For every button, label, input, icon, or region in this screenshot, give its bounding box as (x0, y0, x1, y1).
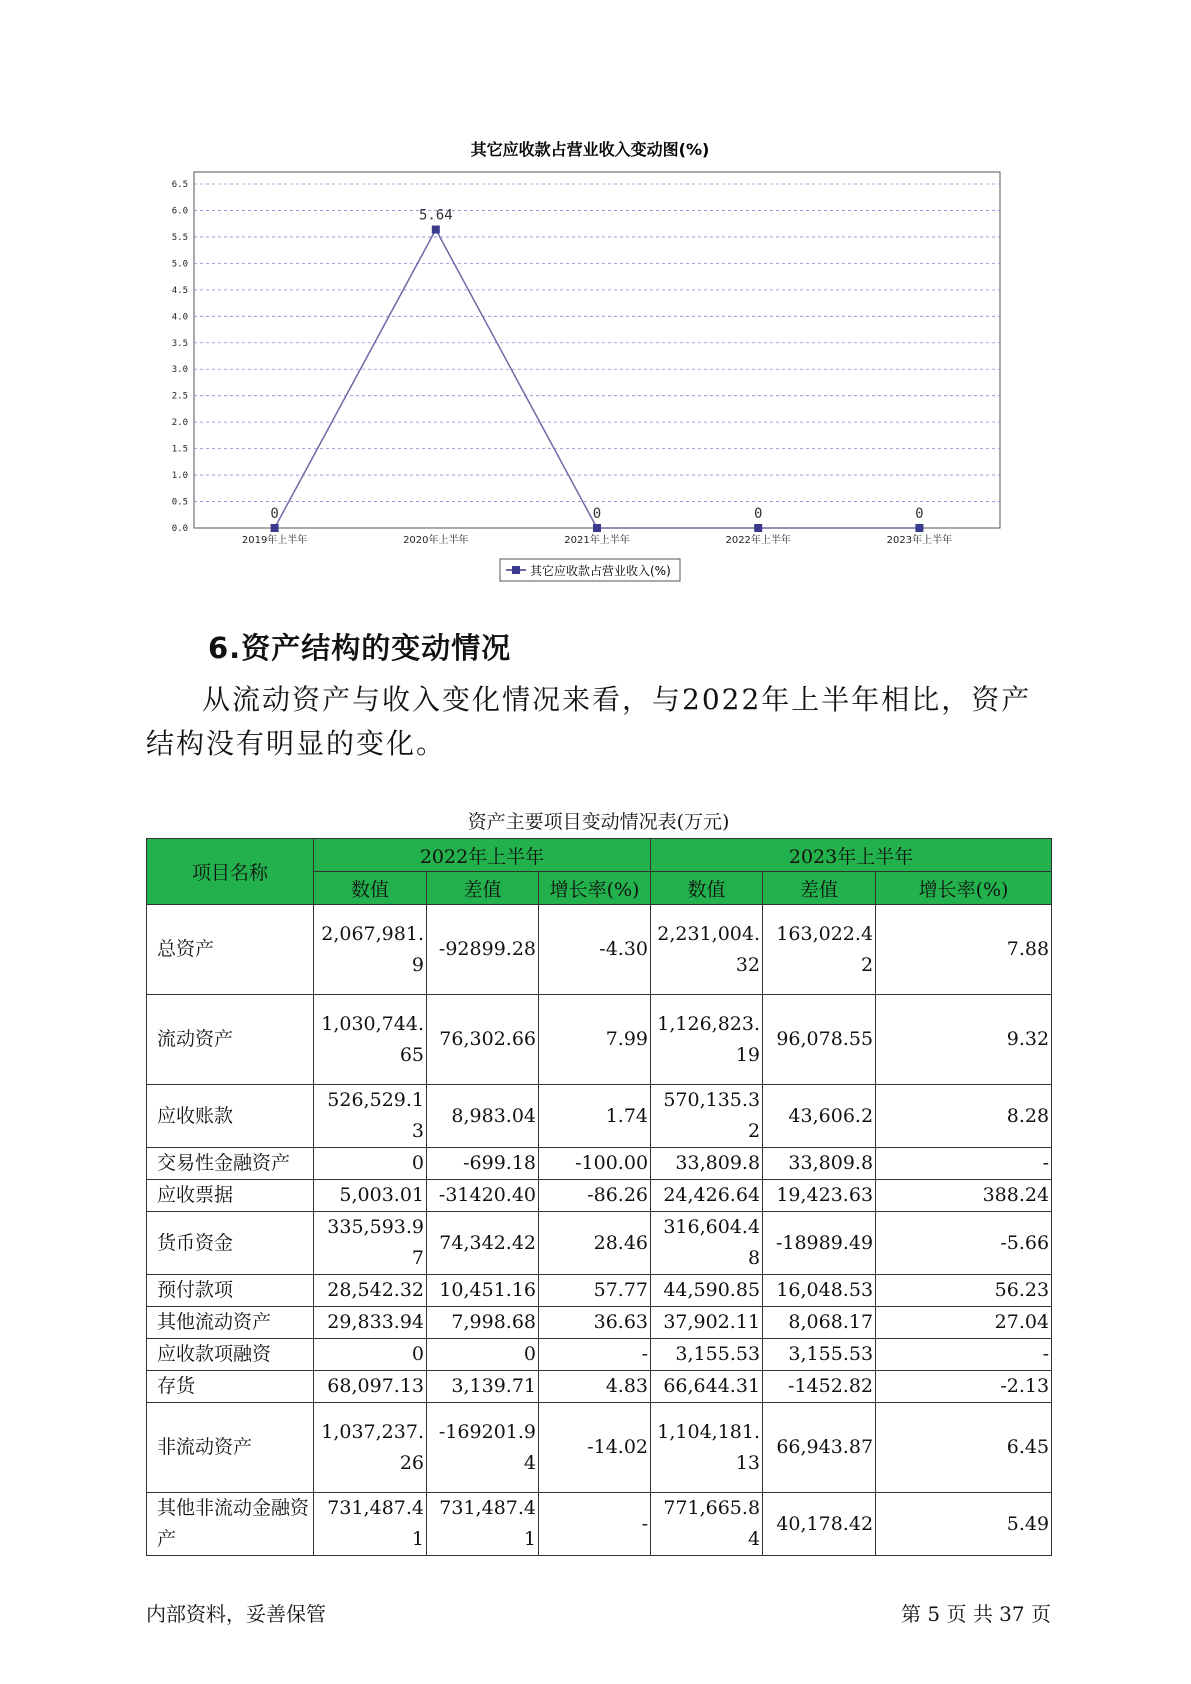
chart-title: 其它应收款占营业收入变动图(%) (470, 140, 710, 159)
data-label: 0 (915, 506, 924, 522)
cell-row-name: 总资产 (147, 905, 314, 995)
cell-rate-2022: -14.02 (539, 1403, 651, 1493)
x-tick-label: 2022年上半年 (725, 535, 791, 546)
cell-value-2022: 1,037,237.26 (314, 1403, 427, 1493)
cell-row-name: 交易性金融资产 (147, 1148, 314, 1180)
cell-diff-2022: 0 (427, 1339, 539, 1371)
cell-value-2023: 37,902.11 (651, 1307, 763, 1339)
y-tick-label: 3.0 (171, 365, 188, 376)
cell-value-2022: 2,067,981.9 (314, 905, 427, 995)
cell-diff-2022: 7,998.68 (427, 1307, 539, 1339)
cell-row-name: 其他非流动金融资产 (147, 1493, 314, 1556)
cell-value-2022: 0 (314, 1148, 427, 1180)
table-row (147, 905, 1052, 995)
cell-rate-2022: 36.63 (539, 1307, 651, 1339)
cell-diff-2022: 8,983.04 (427, 1085, 539, 1148)
cell-diff-2022: 3,139.71 (427, 1371, 539, 1403)
y-tick-label: 4.0 (171, 312, 188, 323)
cell-row-name: 应收款项融资 (147, 1339, 314, 1371)
cell-row-name: 预付款项 (147, 1275, 314, 1307)
cell-value-2022: 28,542.32 (314, 1275, 427, 1307)
table-row (147, 1403, 1052, 1493)
header-period-2023: 2023年上半年 (651, 839, 1052, 872)
data-label: 0 (753, 506, 763, 522)
legend-label: 其它应收款占营业收入(%) (530, 564, 671, 578)
cell-rate-2022: -86.26 (539, 1180, 651, 1212)
cell-diff-2022: 10,451.16 (427, 1275, 539, 1307)
header-period-2022: 2022年上半年 (314, 839, 651, 872)
plot-area (194, 172, 1000, 528)
cell-diff-2022: 74,342.42 (427, 1212, 539, 1275)
data-point (915, 524, 923, 532)
y-tick-label: 6.5 (171, 180, 188, 190)
cell-value-2022: 0 (314, 1339, 427, 1371)
x-tick-label: 2021年上半年 (564, 535, 630, 546)
cell-value-2023: 570,135.32 (651, 1085, 763, 1148)
table-caption: 资产主要项目变动情况表(万元) (467, 811, 730, 833)
cell-value-2023: 24,426.64 (651, 1180, 763, 1212)
table-row (147, 1275, 1052, 1307)
cell-value-2023: 3,155.53 (651, 1339, 763, 1371)
header-value-2023: 数值 (651, 872, 763, 905)
cell-rate-2023: 8.28 (876, 1085, 1052, 1148)
cell-rate-2022: 1.74 (539, 1085, 651, 1148)
cell-diff-2023: 19,423.63 (763, 1180, 876, 1212)
y-tick-label: 5.5 (171, 232, 188, 243)
cell-value-2023: 2,231,004.32 (651, 905, 763, 995)
asset-table (146, 838, 1052, 1556)
data-label: 0 (592, 506, 602, 522)
x-tick-label: 2023年上半年 (886, 535, 953, 546)
data-point (754, 524, 762, 532)
cell-rate-2022: -4.30 (539, 905, 651, 995)
header-diff-2022: 差值 (427, 872, 539, 905)
data-point (271, 524, 279, 532)
cell-value-2023: 1,104,181.13 (651, 1403, 763, 1493)
table-row (147, 1493, 1052, 1556)
page-number: 第 5 页 共 37 页 (901, 1602, 1051, 1626)
y-tick-label: 1.5 (171, 444, 188, 455)
cell-rate-2022: 57.77 (539, 1275, 651, 1307)
cell-diff-2022: -169201.94 (427, 1403, 539, 1493)
x-tick-label: 2019年上半年 (241, 535, 308, 546)
cell-value-2022: 29,833.94 (314, 1307, 427, 1339)
cell-row-name: 货币资金 (147, 1212, 314, 1275)
y-axis-ticks (172, 180, 188, 534)
cell-diff-2022: 731,487.41 (427, 1493, 539, 1556)
cell-value-2022: 731,487.41 (314, 1493, 427, 1556)
table-row (147, 1371, 1052, 1403)
section-paragraph: 从流动资产与收入变化情况来看，与2022年上半年相比，资产结构没有明显的变化。 (146, 683, 1032, 760)
cell-rate-2022: - (539, 1493, 651, 1556)
cell-value-2023: 33,809.8 (651, 1148, 763, 1180)
header-diff-2023: 差值 (763, 872, 876, 905)
section-title: 6.资产结构的变动情况 (208, 631, 512, 665)
legend (500, 559, 680, 581)
data-label: 0 (270, 506, 279, 522)
cell-rate-2022: 28.46 (539, 1212, 651, 1275)
cell-diff-2023: 163,022.42 (763, 905, 876, 995)
footer-note: 内部资料，妥善保管 (146, 1602, 326, 1626)
y-tick-label: 5.0 (171, 259, 188, 270)
cell-diff-2023: -1452.82 (763, 1371, 876, 1403)
cell-rate-2022: -100.00 (539, 1148, 651, 1180)
cell-diff-2023: 40,178.42 (763, 1493, 876, 1556)
table-row (147, 1085, 1052, 1148)
cell-rate-2023: -5.66 (876, 1212, 1052, 1275)
header-item-name: 项目名称 (147, 839, 314, 905)
cell-diff-2023: 96,078.55 (763, 995, 876, 1085)
table-row (147, 995, 1052, 1085)
cell-value-2023: 66,644.31 (651, 1371, 763, 1403)
cell-diff-2023: 3,155.53 (763, 1339, 876, 1371)
cell-row-name: 非流动资产 (147, 1403, 314, 1493)
x-axis-ticks (242, 533, 952, 546)
cell-value-2022: 68,097.13 (314, 1371, 427, 1403)
y-tick-label: 0.5 (171, 497, 188, 508)
cell-rate-2023: 6.45 (876, 1403, 1052, 1493)
data-point (593, 524, 601, 532)
cell-row-name: 其他流动资产 (147, 1307, 314, 1339)
cell-value-2023: 44,590.85 (651, 1275, 763, 1307)
cell-value-2023: 771,665.84 (651, 1493, 763, 1556)
header-rate-2023: 增长率(%) (876, 872, 1052, 905)
y-tick-label: 1.0 (171, 471, 188, 482)
y-tick-label: 6.0 (171, 206, 188, 217)
cell-value-2022: 526,529.13 (314, 1085, 427, 1148)
header-rate-2022: 增长率(%) (539, 872, 651, 905)
data-label: 5.64 (418, 207, 453, 224)
cell-rate-2023: 9.32 (876, 995, 1052, 1085)
table-row (147, 1307, 1052, 1339)
cell-rate-2023: - (876, 1339, 1052, 1371)
cell-value-2022: 5,003.01 (314, 1180, 427, 1212)
cell-value-2022: 1,030,744.65 (314, 995, 427, 1085)
cell-row-name: 流动资产 (147, 995, 314, 1085)
cell-rate-2023: 5.49 (876, 1493, 1052, 1556)
cell-rate-2023: 7.88 (876, 905, 1052, 995)
cell-row-name: 存货 (147, 1371, 314, 1403)
cell-rate-2023: -2.13 (876, 1371, 1052, 1403)
cell-rate-2023: 27.04 (876, 1307, 1052, 1339)
cell-row-name: 应收票据 (147, 1180, 314, 1212)
table-row (147, 1148, 1052, 1180)
legend-marker (512, 566, 520, 574)
cell-value-2023: 1,126,823.19 (651, 995, 763, 1085)
cell-rate-2022: 4.83 (539, 1371, 651, 1403)
cell-diff-2023: 66,943.87 (763, 1403, 876, 1493)
cell-diff-2023: 43,606.2 (763, 1085, 876, 1148)
cell-diff-2022: -699.18 (427, 1148, 539, 1180)
cell-rate-2022: 7.99 (539, 995, 651, 1085)
cell-row-name: 应收账款 (147, 1085, 314, 1148)
y-tick-label: 4.5 (171, 285, 188, 296)
cell-rate-2022: - (539, 1339, 651, 1371)
cell-diff-2023: 16,048.53 (763, 1275, 876, 1307)
cell-diff-2022: -31420.40 (427, 1180, 539, 1212)
cell-diff-2023: 33,809.8 (763, 1148, 876, 1180)
cell-diff-2023: -18989.49 (763, 1212, 876, 1275)
y-tick-label: 3.5 (171, 338, 188, 349)
cell-rate-2023: - (876, 1148, 1052, 1180)
data-point (432, 226, 440, 234)
table-row (147, 1339, 1052, 1371)
y-tick-label: 2.0 (171, 418, 188, 429)
cell-diff-2023: 8,068.17 (763, 1307, 876, 1339)
table-row (147, 1180, 1052, 1212)
cell-value-2023: 316,604.48 (651, 1212, 763, 1275)
cell-value-2022: 335,593.97 (314, 1212, 427, 1275)
y-tick-label: 0.0 (171, 524, 188, 534)
cell-rate-2023: 56.23 (876, 1275, 1052, 1307)
line-chart (160, 135, 1020, 595)
header-value-2022: 数值 (314, 872, 427, 905)
cell-diff-2022: 76,302.66 (427, 995, 539, 1085)
table-row (147, 1212, 1052, 1275)
x-tick-label: 2020年上半年 (403, 535, 469, 546)
cell-diff-2022: -92899.28 (427, 905, 539, 995)
cell-rate-2023: 388.24 (876, 1180, 1052, 1212)
y-tick-label: 2.5 (171, 391, 188, 402)
